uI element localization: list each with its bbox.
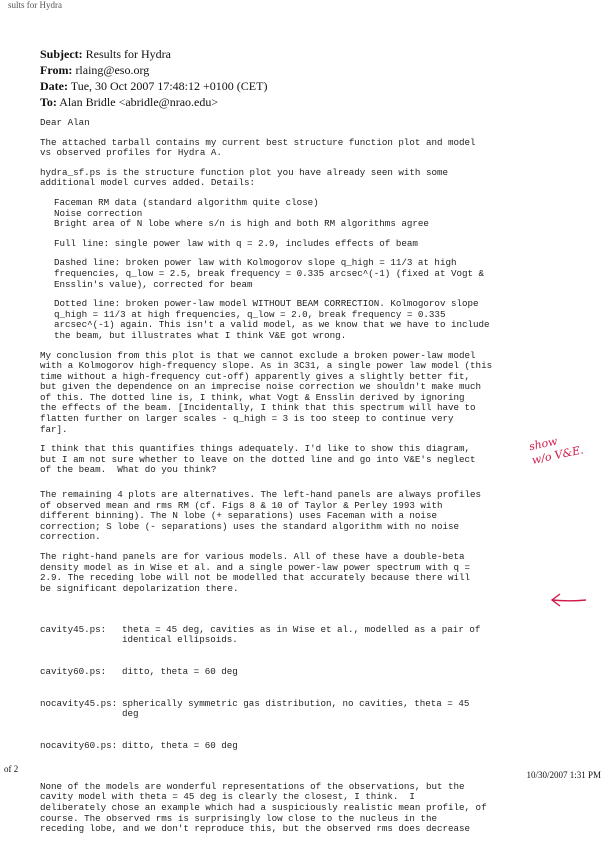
dotted-line-desc: Dotted line: broken power-law model WITHOUT BEAM CORRECTION. Kolmogorov slope q_high = 11/3 at high frequencies, q_low = 2.0, break frequency = 0.335 arcsec^(-1) again. This isn't a valid model, as we know that we have to include the beam, but illustrates what I think V&E got wrong. (54, 298, 490, 341)
ps-file-desc: spherically symmetric gas distribution, no cavities, theta = 45 deg (122, 697, 470, 720)
email-headers (40, 46, 267, 110)
handwritten-arrow-icon (548, 590, 588, 610)
date-row (40, 78, 267, 94)
print-timestamp: 10/30/2007 1:31 PM (526, 770, 601, 780)
page-count: of 2 (4, 764, 19, 774)
ps-file-item (40, 741, 600, 752)
from-row (40, 62, 267, 78)
date-label: Date: (40, 79, 68, 93)
paragraph-conclusion: My conclusion from this plot is that we cannot exclude a broken power-law model with a Kolmogorov high-frequency slope. As in 3C31, a single power law model (this time without a high-frequency cut-off) apparently gives a slightly better fit, but given the dependence on an imprecise noise correction we shouldn't make much of this. The dotted line is, I think, what Vogt & Ensslin derived by ignoring the effects of the beam. [Incidentally, I think that this spectrum will have to flatten further on larger scales - q_high = 3 is too steep to continue very far]. (40, 349, 493, 435)
to-value: Alan Bridle <abridle@nrao.edu> (59, 95, 219, 109)
ps-file-list (40, 603, 600, 773)
ps-file-name: nocavity60.ps: (40, 740, 118, 752)
dashed-line-desc: Dashed line: broken power law with Kolmogorov slope q_high = 11/3 at high frequencies, q_low = 2.5, break frequency = 0.335 arcsec^(-1) (fixed at Vogt & Ensslin's value), corrected for beam (54, 257, 485, 290)
annotation-text: show w/o V&E. (527, 434, 585, 467)
subject-label: Subject: (40, 47, 83, 61)
from-value: rlaing@eso.org (75, 63, 150, 77)
ps-file-name: cavity45.ps: (40, 623, 107, 635)
subject-row (40, 46, 267, 62)
paragraph-none-models: None of the models are wonderful representations of the observations, but the cavity model with theta = 45 deg is clearly the closest, I think. I deliberately chose an example which had a suspiciously realistic mean profile, of course. The observed rms is surprisingly low close to the nucleus in the receding lobe, and we don't reproduce this, but the observed rms does decrease (40, 780, 487, 835)
ps-file-item (40, 699, 600, 720)
date-value: Tue, 30 Oct 2007 17:48:12 +0100 (CET) (70, 79, 268, 93)
ps-file-name: cavity60.ps: (40, 665, 107, 677)
to-row (40, 94, 267, 110)
ps-file-desc: theta = 45 deg, cavities as in Wise et al., modelled as a pair of identical ellipsoids. (122, 623, 481, 646)
paragraph-sf-plot: hydra_sf.ps is the structure function plot you have already seen with some additional model curves added. Details: (40, 166, 448, 189)
subject-value: Results for Hydra (85, 47, 171, 61)
from-label: From: (40, 63, 73, 77)
paragraph-tarball: The attached tarball contains my current best structure function plot and model vs observed profiles for Hydra A. (40, 136, 476, 159)
print-header: sults for Hydra (8, 0, 62, 10)
greeting: Dear Alan (40, 117, 90, 128)
ps-file-desc: ditto, theta = 60 deg (122, 740, 238, 752)
paragraph-right-hand: The right-hand panels are for various models. All of these have a double-beta density model as in Wise et al. and a single power-law power spectrum with q = 2.9. The receding lobe will not be modelled that accurately because there will be significant depolarization there. (40, 551, 471, 594)
to-label: To: (40, 95, 57, 109)
ps-file-item (40, 625, 600, 646)
details-list: Faceman RM data (standard algorithm quite close) Noise correction Bright area of N lobe where s/n is high and both RM algorithms agree (54, 196, 429, 230)
ps-file-item (40, 667, 600, 678)
paragraph-remaining-plots: The remaining 4 plots are alternatives. The left-hand panels are always profiles of observed mean and rms RM (cf. Figs 8 & 10 of Taylor & Perley 1993 with different binning). The N lobe (+ separations) uses Faceman with a noise correction; S lobe (- separations) uses the standard algorithm with no noise correction. (40, 489, 482, 543)
ps-file-desc: ditto, theta = 60 deg (122, 665, 238, 677)
ps-file-name: nocavity45.ps: (40, 697, 118, 709)
full-line-desc: Full line: single power law with q = 2.9, includes effects of beam (54, 237, 418, 249)
email-body (40, 118, 600, 844)
paragraph-quantifies: I think that this quantifies things adequately. I'd like to show this diagram, but I am not sure whether to leave on the dotted line and go into V&E's neglect of the beam. What do you think? (40, 443, 476, 476)
